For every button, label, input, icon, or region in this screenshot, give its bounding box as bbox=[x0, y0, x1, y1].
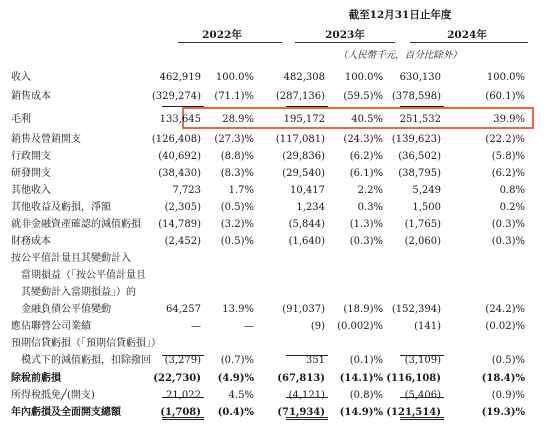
rule-total-2023 bbox=[286, 417, 328, 420]
rule-pretax-2023 bbox=[286, 355, 328, 356]
row-label: 應佔聯營公司業績 bbox=[11, 321, 91, 332]
row-label: 收入 bbox=[11, 72, 31, 83]
table-row bbox=[0, 131, 550, 148]
cell-pct-2024: (5.8)% bbox=[491, 151, 525, 162]
cell-pct-2024: 0.2% bbox=[499, 202, 525, 213]
cell-pct-2022: 28.9% bbox=[222, 114, 254, 125]
cell-pct-2022: (3.2)% bbox=[220, 219, 254, 230]
cell-pct-2024: 0.8% bbox=[499, 185, 525, 196]
cell-amount-2024: 1,500 bbox=[412, 202, 441, 213]
year-header-2024: 2024年 bbox=[447, 29, 487, 41]
cell-pct-2023: (0.8)% bbox=[349, 390, 383, 401]
cell-amount-2024: (3,109) bbox=[404, 355, 441, 366]
table-row bbox=[0, 111, 550, 128]
table-row bbox=[0, 318, 550, 335]
row-label: 預期信貸虧損（「預期信貸虧損」） bbox=[11, 338, 161, 349]
rule-cost-2024 bbox=[400, 106, 444, 107]
cell-pct-2023: (0.002)% bbox=[337, 321, 383, 332]
row-label: 其變動計入當期損益」）的 bbox=[11, 287, 136, 298]
rule-tax-2022 bbox=[162, 397, 204, 398]
cell-pct-2022: (27.3)% bbox=[214, 134, 254, 145]
cell-amount-2022: 462,919 bbox=[159, 72, 201, 83]
row-label: 銷售及營銷開支 bbox=[11, 134, 81, 145]
cell-amount-2022: (2,305) bbox=[164, 202, 201, 213]
cell-pct-2023: (1.3)% bbox=[349, 219, 383, 230]
cell-amount-2023: (287,136) bbox=[275, 91, 325, 102]
cell-pct-2022: (71.1)% bbox=[214, 91, 254, 102]
cell-amount-2022: (329,274) bbox=[151, 91, 201, 102]
cell-amount-2024: (36,502) bbox=[398, 151, 441, 162]
cell-amount-2024: (152,394) bbox=[391, 304, 441, 315]
cell-amount-2024: (378,598) bbox=[391, 91, 441, 102]
cell-pct-2024: (0.3)% bbox=[491, 236, 525, 247]
row-label: 銷售成本 bbox=[11, 91, 51, 102]
cell-amount-2023: 482,308 bbox=[283, 72, 325, 83]
cell-pct-2024: 100.0% bbox=[486, 72, 525, 83]
cell-amount-2024: (139,623) bbox=[391, 134, 441, 145]
cell-amount-2023: (5,844) bbox=[288, 219, 325, 230]
cell-pct-2022: (4.9)% bbox=[217, 373, 254, 384]
cell-amount-2024: (116,108) bbox=[386, 373, 441, 384]
cell-amount-2024: (141) bbox=[414, 321, 441, 332]
row-label: 毛利 bbox=[11, 114, 31, 125]
cell-amount-2024: (2,060) bbox=[404, 236, 441, 247]
cell-amount-2022: (14,789) bbox=[158, 219, 201, 230]
year-rule-2022 bbox=[178, 42, 282, 43]
cell-pct-2023: 0.3% bbox=[357, 202, 383, 213]
cell-pct-2022: (0.4)% bbox=[217, 407, 254, 418]
cell-amount-2024: 630,130 bbox=[399, 72, 441, 83]
cell-amount-2023: (91,037) bbox=[282, 304, 325, 315]
cell-pct-2023: (14.9)% bbox=[339, 407, 383, 418]
cell-amount-2023: 1,234 bbox=[296, 202, 325, 213]
cell-amount-2024: (5,406) bbox=[404, 390, 441, 401]
cell-amount-2023: 10,417 bbox=[290, 185, 325, 196]
cell-pct-2023: (59.5)% bbox=[343, 91, 383, 102]
rule-tax-2023 bbox=[286, 397, 328, 398]
cell-amount-2023: (1,640) bbox=[288, 236, 325, 247]
cell-amount-2022: 7,723 bbox=[172, 185, 201, 196]
cell-pct-2022: 1.7% bbox=[228, 185, 254, 196]
table-row bbox=[0, 352, 550, 369]
cell-amount-2022: (22,730) bbox=[153, 373, 201, 384]
table-row bbox=[0, 199, 550, 216]
cell-amount-2022: (3,279) bbox=[164, 355, 201, 366]
cell-pct-2024: (6.2)% bbox=[491, 168, 525, 179]
rule-cost-2022 bbox=[162, 106, 204, 107]
cell-amount-2023: 195,172 bbox=[283, 114, 325, 125]
cell-pct-2022: 100.0% bbox=[215, 72, 254, 83]
cell-pct-2023: (0.3)% bbox=[349, 236, 383, 247]
cell-pct-2023: (6.2)% bbox=[349, 151, 383, 162]
cell-amount-2024: 251,532 bbox=[399, 114, 441, 125]
cell-amount-2022: (40,692) bbox=[158, 151, 201, 162]
rule-pretax-2024 bbox=[400, 355, 444, 356]
table-row bbox=[0, 387, 550, 404]
year-rule-2024 bbox=[410, 42, 528, 43]
cell-pct-2022: (8.3)% bbox=[220, 168, 254, 179]
rule-total-2024 bbox=[400, 417, 444, 420]
row-label: 除稅前虧損 bbox=[11, 373, 61, 384]
cell-amount-2024: (38,795) bbox=[398, 168, 441, 179]
table-row bbox=[0, 165, 550, 182]
cell-amount-2024: 5,249 bbox=[412, 185, 441, 196]
row-label: 財務成本 bbox=[11, 236, 51, 247]
row-label: 當期損益（「按公平值計量且 bbox=[11, 270, 146, 281]
cell-amount-2022: (1,708) bbox=[160, 407, 201, 418]
cell-amount-2023: (71,934) bbox=[277, 407, 325, 418]
row-label: 所得稅抵免╱(開支) bbox=[11, 390, 95, 401]
cell-pct-2024: (24.2)% bbox=[485, 304, 525, 315]
cell-pct-2022: (0.5)% bbox=[220, 236, 254, 247]
row-label: 其他收益及虧損，淨額 bbox=[11, 202, 111, 213]
cell-pct-2022: (0.5)% bbox=[220, 202, 254, 213]
table-row bbox=[0, 88, 550, 105]
cell-amount-2023: (29,540) bbox=[282, 168, 325, 179]
cell-amount-2022: (38,430) bbox=[158, 168, 201, 179]
cell-pct-2024: (0.9)% bbox=[491, 390, 525, 401]
cell-pct-2023: (18.9)% bbox=[343, 304, 383, 315]
cell-pct-2023: (6.1)% bbox=[349, 168, 383, 179]
cell-amount-2023: (29,836) bbox=[282, 151, 325, 162]
table-row bbox=[0, 267, 550, 284]
year-rule-2023 bbox=[295, 42, 395, 43]
cell-pct-2024: (18.4)% bbox=[481, 373, 525, 384]
unit-note: （人民幣千元，百分比除外） bbox=[338, 50, 462, 61]
cell-pct-2023: 2.2% bbox=[357, 185, 383, 196]
period-header: 截至12月31日止年度 bbox=[348, 9, 452, 21]
cell-pct-2023: (14.1)% bbox=[339, 373, 383, 384]
row-label: 年內虧損及全面開支總額 bbox=[11, 407, 121, 418]
cell-pct-2023: 40.5% bbox=[351, 114, 383, 125]
cell-amount-2023: 351 bbox=[305, 355, 325, 366]
cell-amount-2022: 64,257 bbox=[166, 304, 201, 315]
cell-pct-2024: (19.3)% bbox=[481, 407, 525, 418]
cell-amount-2023: (117,081) bbox=[275, 134, 325, 145]
rule-cost-2023 bbox=[286, 106, 328, 107]
cell-pct-2024: (60.1)% bbox=[485, 91, 525, 102]
cell-pct-2024: (0.02)% bbox=[485, 321, 525, 332]
cell-pct-2022: (8.8)% bbox=[220, 151, 254, 162]
table-row bbox=[0, 404, 550, 421]
cell-pct-2022: (0.7)% bbox=[220, 355, 254, 366]
table-row bbox=[0, 250, 550, 267]
row-label: 研發開支 bbox=[11, 168, 51, 179]
cell-pct-2024: (22.2)% bbox=[485, 134, 525, 145]
cell-pct-2023: (0.1)% bbox=[349, 355, 383, 366]
table-row bbox=[0, 69, 550, 86]
cell-pct-2022: 13.9% bbox=[222, 304, 254, 315]
cell-pct-2022: — bbox=[244, 321, 254, 332]
table-row bbox=[0, 233, 550, 250]
cell-amount-2022: 21,022 bbox=[166, 390, 201, 401]
table-row bbox=[0, 148, 550, 165]
cell-pct-2023: (24.3)% bbox=[343, 134, 383, 145]
cell-pct-2024: (0.3)% bbox=[491, 219, 525, 230]
table-row bbox=[0, 216, 550, 233]
table-row bbox=[0, 370, 550, 387]
table-row bbox=[0, 335, 550, 352]
row-label: 行政開支 bbox=[11, 151, 51, 162]
cell-pct-2024: (0.5)% bbox=[491, 355, 525, 366]
table-row bbox=[0, 182, 550, 199]
cell-amount-2022: — bbox=[191, 321, 201, 332]
row-label: 其他收入 bbox=[11, 185, 51, 196]
cell-amount-2023: (4,121) bbox=[288, 390, 325, 401]
year-header-2023: 2023年 bbox=[325, 29, 365, 41]
cell-amount-2022: 133,645 bbox=[159, 114, 201, 125]
year-header-2022: 2022年 bbox=[202, 29, 242, 41]
cell-pct-2024: 39.9% bbox=[493, 114, 525, 125]
row-label: 按公平值計量且其變動計入 bbox=[11, 253, 131, 264]
cell-amount-2024: (121,514) bbox=[386, 407, 441, 418]
cell-amount-2022: (2,452) bbox=[164, 236, 201, 247]
rule-pretax-2022 bbox=[162, 355, 204, 356]
rule-tax-2024 bbox=[400, 397, 444, 398]
row-label: 就非金融資產確認的減值虧損 bbox=[11, 219, 141, 230]
cell-pct-2022: 4.5% bbox=[228, 390, 254, 401]
cell-amount-2023: (9) bbox=[310, 321, 325, 332]
row-label: 金融負債公平值變動 bbox=[11, 304, 111, 315]
cell-amount-2022: (126,408) bbox=[151, 134, 201, 145]
table-row bbox=[0, 284, 550, 301]
table-row bbox=[0, 301, 550, 318]
cell-pct-2023: 100.0% bbox=[344, 72, 383, 83]
rule-total-2022 bbox=[162, 417, 204, 420]
cell-amount-2024: (1,765) bbox=[404, 219, 441, 230]
row-label: 模式下的減值虧損，扣除撥回 bbox=[11, 355, 151, 366]
cell-amount-2023: (67,813) bbox=[277, 373, 325, 384]
